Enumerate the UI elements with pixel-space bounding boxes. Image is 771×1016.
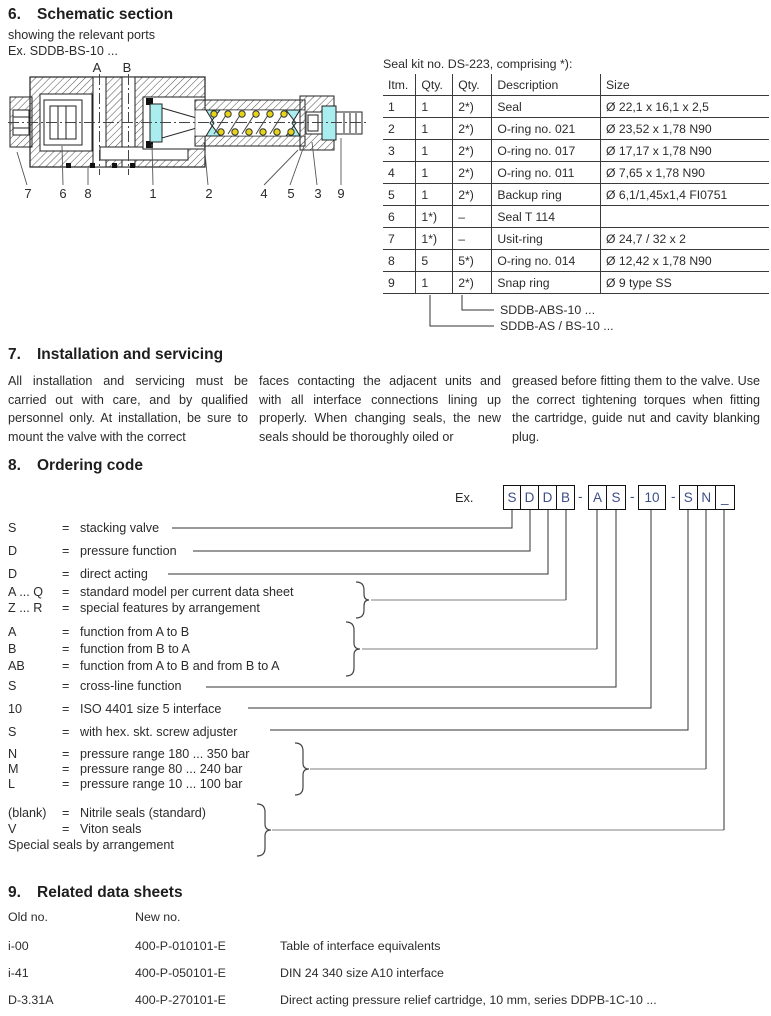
section7-column-3: greased before fitting them to the valve. Use the correct tightening torques when fitting the cartridge, guide nut and cavity blanking plug. bbox=[512, 374, 760, 444]
table-cell: 1 bbox=[416, 184, 453, 206]
code-value: S bbox=[8, 679, 17, 693]
equals-sign: = bbox=[62, 521, 70, 535]
table-cell: 1 bbox=[416, 162, 453, 184]
code-box-group-4 bbox=[679, 485, 735, 510]
section9-title: Related data sheets bbox=[37, 884, 183, 901]
svg-text:6: 6 bbox=[59, 186, 67, 201]
code-description: function from A to B and from B to A bbox=[80, 659, 280, 673]
code-description: Nitrile seals (standard) bbox=[80, 806, 206, 820]
code-box-group-3 bbox=[638, 485, 666, 510]
new-no-value: 400-P-050101-E bbox=[135, 966, 226, 980]
table-cell: 4 bbox=[383, 162, 416, 184]
section7-number: 7. bbox=[8, 346, 21, 363]
code-box-group-1 bbox=[503, 485, 575, 510]
equals-sign: = bbox=[62, 702, 70, 716]
table-cell: 1 bbox=[416, 96, 453, 118]
table-cell: 5 bbox=[416, 250, 453, 272]
code-value: A bbox=[8, 625, 17, 639]
ordering-row bbox=[8, 658, 280, 674]
table-row bbox=[383, 228, 769, 250]
svg-text:5: 5 bbox=[287, 186, 295, 201]
code-box-group-2 bbox=[588, 485, 626, 510]
table-cell: 1 bbox=[416, 272, 453, 294]
equals-sign: = bbox=[62, 762, 70, 776]
code-value: L bbox=[8, 777, 16, 791]
table-cell: 1*) bbox=[416, 206, 453, 228]
column-header: Itm. bbox=[383, 74, 416, 96]
code-value: A ... Q bbox=[8, 585, 43, 599]
section8-heading bbox=[8, 457, 143, 475]
table-cell: 2*) bbox=[453, 96, 492, 118]
table-row bbox=[383, 206, 769, 228]
table-cell: 9 bbox=[383, 272, 416, 294]
table-cell: 8 bbox=[383, 250, 416, 272]
datasheet-description: Table of interface equivalents bbox=[280, 939, 441, 953]
table-cell: 2*) bbox=[453, 140, 492, 162]
svg-text:2: 2 bbox=[205, 186, 213, 201]
table-cell: – bbox=[453, 228, 492, 250]
code-dash: - bbox=[578, 489, 583, 504]
table-header-row bbox=[383, 74, 769, 96]
equals-sign: = bbox=[62, 585, 70, 599]
table-cell: Ø 9 type SS bbox=[600, 272, 769, 294]
table-cell: Ø 22,1 x 16,1 x 2,5 bbox=[600, 96, 769, 118]
code-value: S bbox=[8, 725, 17, 739]
table-cell: Snap ring bbox=[492, 272, 601, 294]
ordering-row bbox=[8, 624, 189, 640]
code-description: pressure range 10 ... 100 bar bbox=[80, 777, 243, 791]
equals-sign: = bbox=[62, 747, 70, 761]
code-box: S bbox=[503, 485, 521, 510]
new-no-value: 400-P-010101-E bbox=[135, 939, 226, 953]
table-cell: O-ring no. 021 bbox=[492, 118, 601, 140]
column-header: Qty. bbox=[453, 74, 492, 96]
table-cell: Ø 6,1/1,45x1,4 FI0751 bbox=[600, 184, 769, 206]
section6-heading bbox=[8, 6, 173, 24]
callout-sddb-abs: SDDB-ABS-10 ... bbox=[500, 303, 596, 317]
table-cell: 5 bbox=[383, 184, 416, 206]
code-box: D bbox=[539, 485, 557, 510]
equals-sign: = bbox=[62, 822, 70, 836]
table-cell: 2*) bbox=[453, 184, 492, 206]
code-description: with hex. skt. screw adjuster bbox=[80, 725, 238, 739]
code-box: A bbox=[588, 485, 607, 510]
code-description: stacking valve bbox=[80, 521, 160, 535]
ordering-row bbox=[8, 584, 294, 600]
table-cell: O-ring no. 011 bbox=[492, 162, 601, 184]
section9-heading bbox=[8, 884, 183, 902]
code-box: S bbox=[679, 485, 698, 510]
table-cell: Seal bbox=[492, 96, 601, 118]
table-cell bbox=[600, 206, 769, 228]
section7-heading bbox=[8, 346, 223, 364]
seal-kit-callouts bbox=[380, 293, 771, 338]
equals-sign: = bbox=[62, 659, 70, 673]
section7-column-1: All installation and servicing must be carried out with care, and by qualified personnel only. At installation, be sure to mount the valve with the correct bbox=[8, 374, 248, 444]
ordering-row bbox=[8, 600, 260, 616]
table-row bbox=[383, 162, 769, 184]
code-value: (blank) bbox=[8, 806, 47, 820]
table-cell: Seal T 114 bbox=[492, 206, 601, 228]
code-description: ISO 4401 size 5 interface bbox=[80, 702, 222, 716]
table-cell: 1 bbox=[416, 118, 453, 140]
table-cell: Usit-ring bbox=[492, 228, 601, 250]
table-row bbox=[383, 250, 769, 272]
ordering-row bbox=[8, 746, 249, 762]
svg-text:7: 7 bbox=[24, 186, 32, 201]
ordering-row bbox=[8, 724, 237, 740]
datasheet-description: Direct acting pressure relief cartridge, 10 mm, series DDPB-1C-10 ... bbox=[280, 993, 657, 1007]
table-row bbox=[383, 140, 769, 162]
old-no-value: i-41 bbox=[8, 966, 29, 980]
equals-sign: = bbox=[62, 777, 70, 791]
table-cell: 1 bbox=[416, 140, 453, 162]
ordering-example-label: Ex. bbox=[455, 490, 474, 505]
section9-number: 9. bbox=[8, 884, 21, 901]
section6-subtitle1: showing the relevant ports bbox=[8, 28, 156, 42]
table-cell: 2*) bbox=[453, 272, 492, 294]
ordering-row bbox=[8, 805, 206, 821]
table-row bbox=[383, 118, 769, 140]
code-description: function from A to B bbox=[80, 625, 190, 639]
new-no-header: New no. bbox=[135, 910, 181, 924]
table-row bbox=[383, 272, 769, 294]
ordering-row bbox=[8, 678, 182, 694]
table-cell: 2*) bbox=[453, 118, 492, 140]
equals-sign: = bbox=[62, 725, 70, 739]
port-label-a: A bbox=[92, 60, 102, 75]
old-no-header: Old no. bbox=[8, 910, 48, 924]
equals-sign: = bbox=[62, 625, 70, 639]
code-value: Z ... R bbox=[8, 601, 43, 615]
svg-text:8: 8 bbox=[84, 186, 92, 201]
code-box: 10 bbox=[638, 485, 666, 510]
datasheet-description: DIN 24 340 size A10 interface bbox=[280, 966, 444, 980]
ordering-row bbox=[8, 821, 141, 837]
svg-text:1: 1 bbox=[149, 186, 157, 201]
table-cell: 3 bbox=[383, 140, 416, 162]
code-dash: - bbox=[671, 489, 676, 504]
section6-title: Schematic section bbox=[37, 6, 174, 23]
code-box: D bbox=[521, 485, 539, 510]
table-cell: 5*) bbox=[453, 250, 492, 272]
ordering-row bbox=[8, 543, 177, 559]
seal-kit-table bbox=[383, 74, 769, 294]
table-cell: Ø 7,65 x 1,78 N90 bbox=[600, 162, 769, 184]
section7-title: Installation and servicing bbox=[37, 346, 224, 363]
code-description: pressure function bbox=[80, 544, 177, 558]
code-value: S bbox=[8, 521, 17, 535]
table-cell: 1*) bbox=[416, 228, 453, 250]
code-value: AB bbox=[8, 659, 25, 673]
callout-sddb-asbs: SDDB-AS / BS-10 ... bbox=[500, 319, 614, 333]
table-cell: 2*) bbox=[453, 162, 492, 184]
code-description: pressure range 80 ... 240 bar bbox=[80, 762, 243, 776]
code-box: S bbox=[607, 485, 626, 510]
ordering-row bbox=[8, 566, 148, 582]
equals-sign: = bbox=[62, 642, 70, 656]
section6-number: 6. bbox=[8, 6, 21, 23]
code-value: 10 bbox=[8, 702, 23, 716]
old-no-value: D-3.31A bbox=[8, 993, 54, 1007]
table-cell: Ø 17,17 x 1,78 N90 bbox=[600, 140, 769, 162]
table-cell: O-ring no. 014 bbox=[492, 250, 601, 272]
ordering-row bbox=[8, 641, 190, 657]
code-value: M bbox=[8, 762, 19, 776]
ordering-row bbox=[8, 776, 242, 792]
equals-sign: = bbox=[62, 567, 70, 581]
code-description: pressure range 180 ... 350 bar bbox=[80, 747, 250, 761]
column-header: Qty. bbox=[416, 74, 453, 96]
code-description: direct acting bbox=[80, 567, 148, 581]
item-numbers bbox=[24, 186, 344, 201]
table-cell: Ø 23,52 x 1,78 N90 bbox=[600, 118, 769, 140]
ordering-row bbox=[8, 520, 159, 536]
svg-text:4: 4 bbox=[260, 186, 268, 201]
section8-number: 8. bbox=[8, 457, 21, 474]
valve-schematic-diagram bbox=[0, 55, 375, 205]
column-header: Size bbox=[600, 74, 769, 96]
table-cell: 6 bbox=[383, 206, 416, 228]
code-dash: - bbox=[630, 489, 635, 504]
column-header: Description bbox=[492, 74, 601, 96]
old-no-value: i-00 bbox=[8, 939, 29, 953]
code-value: B bbox=[8, 642, 17, 656]
ordering-row bbox=[8, 701, 221, 717]
ordering-special-note: Special seals by arrangement bbox=[8, 838, 174, 852]
ordering-row bbox=[8, 761, 242, 777]
equals-sign: = bbox=[62, 601, 70, 615]
code-value: D bbox=[8, 544, 18, 558]
seal-kit-block bbox=[383, 57, 769, 294]
code-box: B bbox=[557, 485, 575, 510]
svg-text:3: 3 bbox=[314, 186, 322, 201]
code-value: V bbox=[8, 822, 17, 836]
equals-sign: = bbox=[62, 679, 70, 693]
code-box: N bbox=[698, 485, 717, 510]
code-description: Viton seals bbox=[80, 822, 142, 836]
code-description: cross-line function bbox=[80, 679, 182, 693]
svg-text:9: 9 bbox=[337, 186, 345, 201]
equals-sign: = bbox=[62, 544, 70, 558]
table-cell: Backup ring bbox=[492, 184, 601, 206]
table-row bbox=[383, 96, 769, 118]
code-value: D bbox=[8, 567, 18, 581]
seal-kit-title: Seal kit no. DS-223, comprising *): bbox=[383, 57, 573, 71]
code-description: function from B to A bbox=[80, 642, 190, 656]
section8-title: Ordering code bbox=[37, 457, 143, 474]
table-cell: 1 bbox=[383, 96, 416, 118]
table-cell: Ø 12,42 x 1,78 N90 bbox=[600, 250, 769, 272]
equals-sign: = bbox=[62, 806, 70, 820]
table-row bbox=[383, 184, 769, 206]
code-description: standard model per current data sheet bbox=[80, 585, 294, 599]
code-description: special features by arrangement bbox=[80, 601, 260, 615]
table-cell: – bbox=[453, 206, 492, 228]
table-cell: O-ring no. 017 bbox=[492, 140, 601, 162]
new-no-value: 400-P-270101-E bbox=[135, 993, 226, 1007]
code-value: N bbox=[8, 747, 18, 761]
table-cell: Ø 24,7 / 32 x 2 bbox=[600, 228, 769, 250]
table-cell: 2 bbox=[383, 118, 416, 140]
section7-column-2: faces contacting the adjacent units and with all interface connections lining up properly. When changing seals, the new seals should be thoroughly oiled or bbox=[259, 374, 501, 444]
braces bbox=[257, 582, 369, 856]
port-label-b: B bbox=[122, 60, 132, 75]
code-box: _ bbox=[716, 485, 735, 510]
section6-subtitle2: Ex. SDDB-BS-10 ... bbox=[8, 44, 118, 58]
table-cell: 7 bbox=[383, 228, 416, 250]
